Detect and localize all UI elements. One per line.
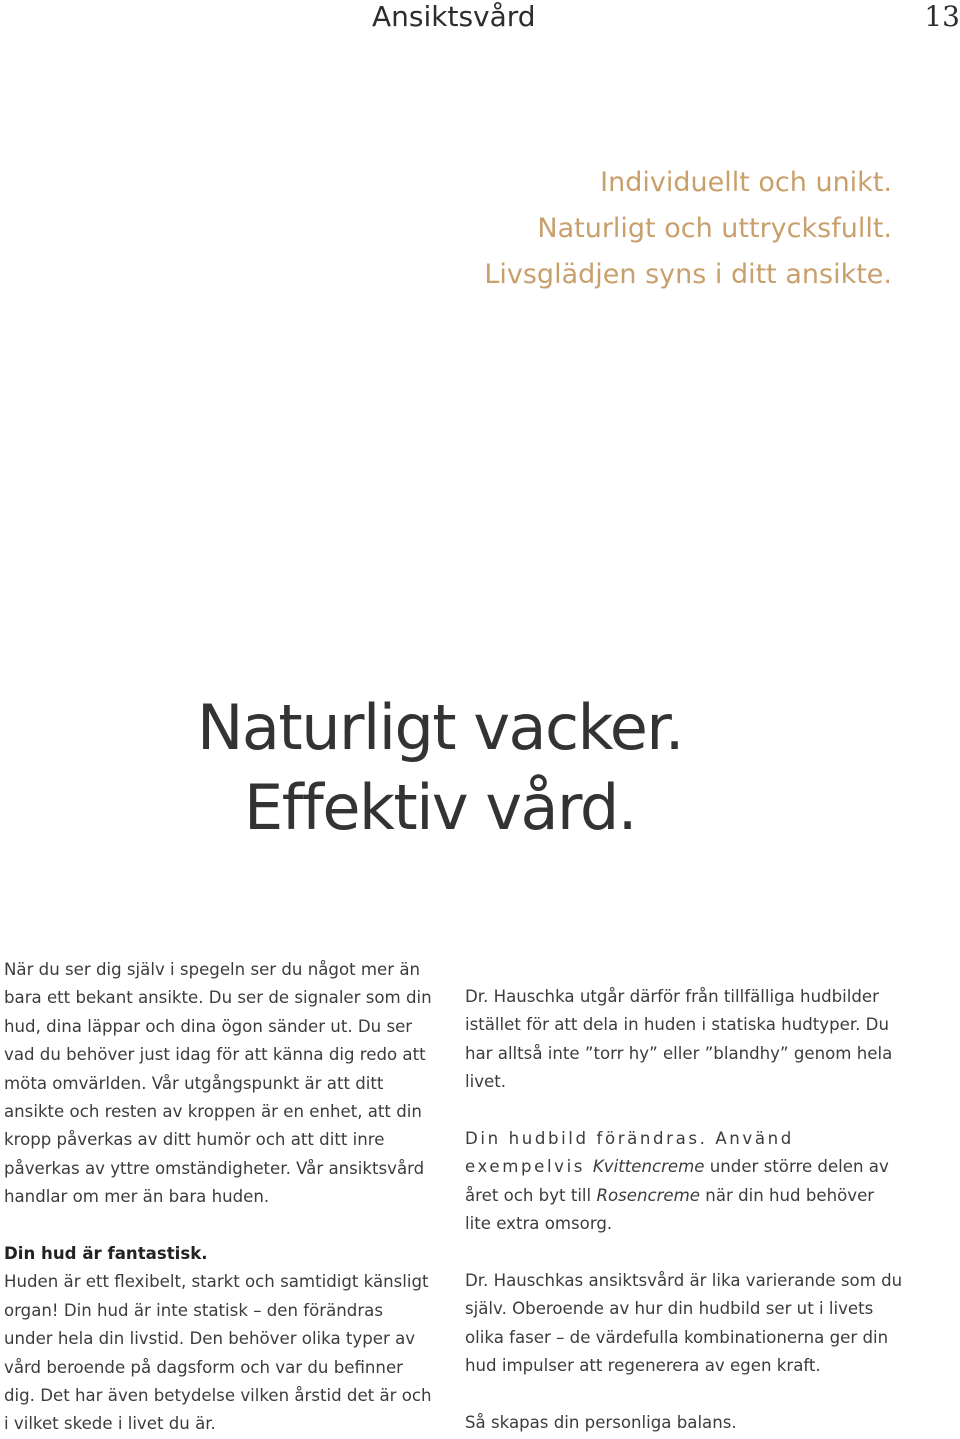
paragraph-2-text: när din hud behöver lite extra omsorg. <box>465 1185 875 1234</box>
paragraph-2-text: Använd exempelvis <box>465 1129 794 1177</box>
page-number: 13 <box>924 0 960 33</box>
intro-paragraph: När du ser dig själv i spegeln ser du något mer än bara ett bekant ansikte. Du ser de signaler som din hud, dina läppar och dina ögon sänder ut. Du ser vad du behöver just idag för att känna dig redo att möta omvärlden. Vår utgångspunkt är att ditt ansikte och resten av kroppen är en enhet, att din kropp påverkas av ditt humör och att ditt inre påverkas av yttre omständigheter. Vår ansiktsvård handlar om mer än bara huden. <box>4 960 432 1207</box>
paragraph-2-text: under större delen av året och byt till <box>465 1157 889 1205</box>
tagline-line: Individuellt och unikt. <box>600 167 892 198</box>
subheading: Din hud är fantastisk. <box>4 1244 208 1264</box>
paragraph-4: Så skapas din personliga balans. <box>465 1413 737 1433</box>
paragraph-2 <box>465 1125 905 1239</box>
left-column <box>4 956 434 1439</box>
tagline-line: Naturligt och uttrycksfullt. <box>537 213 892 244</box>
product-name: Kvittencreme <box>592 1157 705 1177</box>
tagline-line: Livsglädjen syns i ditt ansikte. <box>484 259 892 290</box>
headline-line: Naturligt vacker. <box>197 691 683 764</box>
tagline <box>484 160 892 298</box>
paragraph-3: Dr. Hauschkas ansiktsvård är lika varierande som du själv. Oberoende av hur din hudbild ser ut i livets olika faser – de värdefulla kombinationerna ger din hud impulser att regenerera av egen kraft. <box>465 1271 903 1376</box>
body-paragraph: Huden är ett flexibelt, starkt och samtidigt känsligt organ! Din hud är inte statisk – den förändras under hela din livstid. Den behöver olika typer av vård beroende på dagsform och var du befinner dig. Det har även betydelse vilken årstid det är och i vilket skede i livet du är. <box>4 1272 432 1434</box>
paragraph-2-lead: Din hudbild förändras. <box>465 1129 708 1149</box>
headline-line: Effektiv vård. <box>244 771 636 844</box>
section-title: Ansiktsvård <box>372 0 536 33</box>
headline <box>0 688 880 848</box>
paragraph-1: Dr. Hauschka utgår därför från tillfälliga hudbilder istället för att dela in huden i statiska hudtyper. Du har alltså inte ”torr hy” eller ”blandhy” genom hela livet. <box>465 987 893 1092</box>
right-column <box>465 983 905 1437</box>
product-name: Rosencreme <box>596 1185 701 1205</box>
